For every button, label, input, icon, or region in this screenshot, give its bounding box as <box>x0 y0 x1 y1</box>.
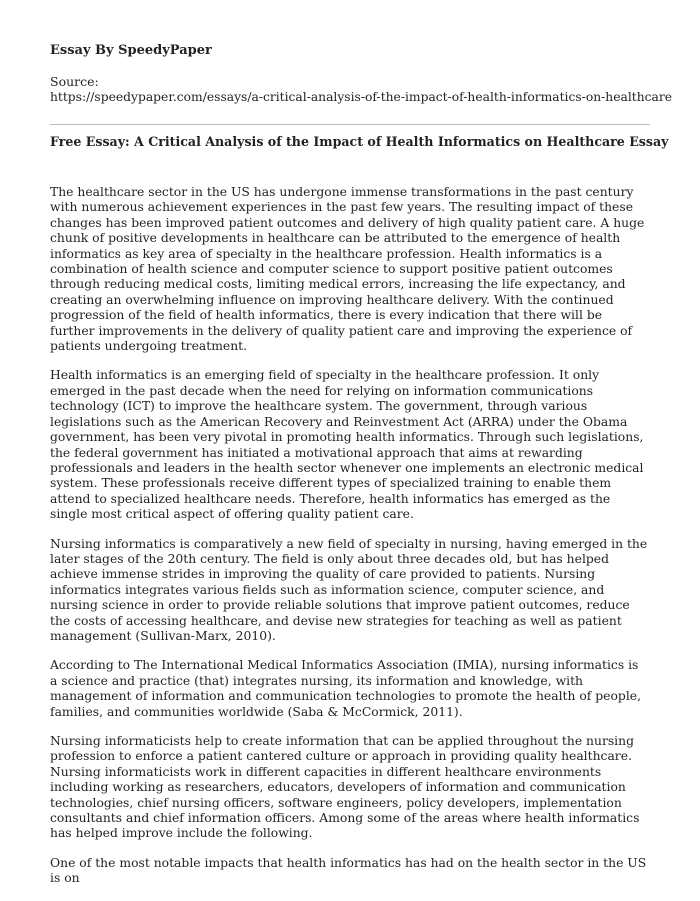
brand-heading: Essay By SpeedyPaper <box>50 43 212 58</box>
paragraph: Nursing informaticists help to create information that can be applied throughout the nursing profession to enforce a patient cantered culture or approach in providing quality healthcare. Nursing informaticists work in different capacities in different healthcare environments including working as researchers, educators, developers of information and communication technologies, chief nursing officers, software engineers, policy developers, implementation consultants and chief information officers. Among some of the areas where health informatics has helped improve include the following. <box>50 734 640 841</box>
source-label: Source: <box>50 74 99 89</box>
paragraph: The healthcare sector in the US has undergone immense transformations in the past century with numerous achievement experiences in the past few years. The resulting impact of these changes has been improved patient outcomes and delivery of high quality patient care. A huge chunk of positive developments in healthcare can be attributed to the emergence of health informatics as key area of specialty in the healthcare profession. Health informatics is a combination of health science and computer science to support positive patient outcomes through reducing medical costs, limiting medical errors, increasing the life expectancy, and creating an overwhelming influence on improving healthcare delivery. With the continued progression of the field of health informatics, there is every indication that there will be further improvements in the delivery of quality patient care and improving the experience of patients undergoing treatment. <box>50 185 645 354</box>
paragraph: Nursing informatics is comparatively a new field of specialty in nursing, having emerged in the later stages of the 20th century. The field is only about three decades old, but has helped achieve immense strides in improving the quality of care provided to patients. Nursing informatics integrates various fields such as information science, computer science, and nursing science in order to provide reliable solutions that improve patient outcomes, reduce the costs of accessing healthcare, and devise new strategies for teaching as well as patient management (Sullivan-Marx, 2010). <box>50 536 648 643</box>
paragraph: According to The International Medical Informatics Association (IMIA), nursing informatics is a science and practice (that) integrates nursing, its information and knowledge, with management of information and communication technologies to promote the health of people, families, and communities worldwide (Saba & McCormick, 2011). <box>50 658 641 719</box>
essay-title: Free Essay: A Critical Analysis of the Impact of Health Informatics on Healthcare Essay <box>50 134 669 149</box>
paragraph: One of the most notable impacts that health informatics has had on the health sector in the US is on <box>50 855 647 886</box>
divider <box>50 124 650 125</box>
paragraph: Health informatics is an emerging field of specialty in the healthcare profession. It only emerged in the past decade when the need for relying on information communications technology (ICT) to improve the healthcare system. The government, through various legislations such as the American Recovery and Reinvestment Act (ARRA) under the Obama government, has been very pivotal in promoting health informatics. Through such legislations, the federal government has initiated a motivational approach that aims at rewarding professionals and leaders in the health sector whenever one implements an electronic medical system. These professionals receive different types of specialized training to enable them attend to specialized healthcare needs. Therefore, health informatics has emerged as the single most critical aspect of offering quality patient care. <box>50 368 644 522</box>
source-url[interactable]: https://speedypaper.com/essays/a-critical-analysis-of-the-impact-of-health-informatics-on-healthcare <box>50 90 672 104</box>
essay-body <box>50 185 648 901</box>
